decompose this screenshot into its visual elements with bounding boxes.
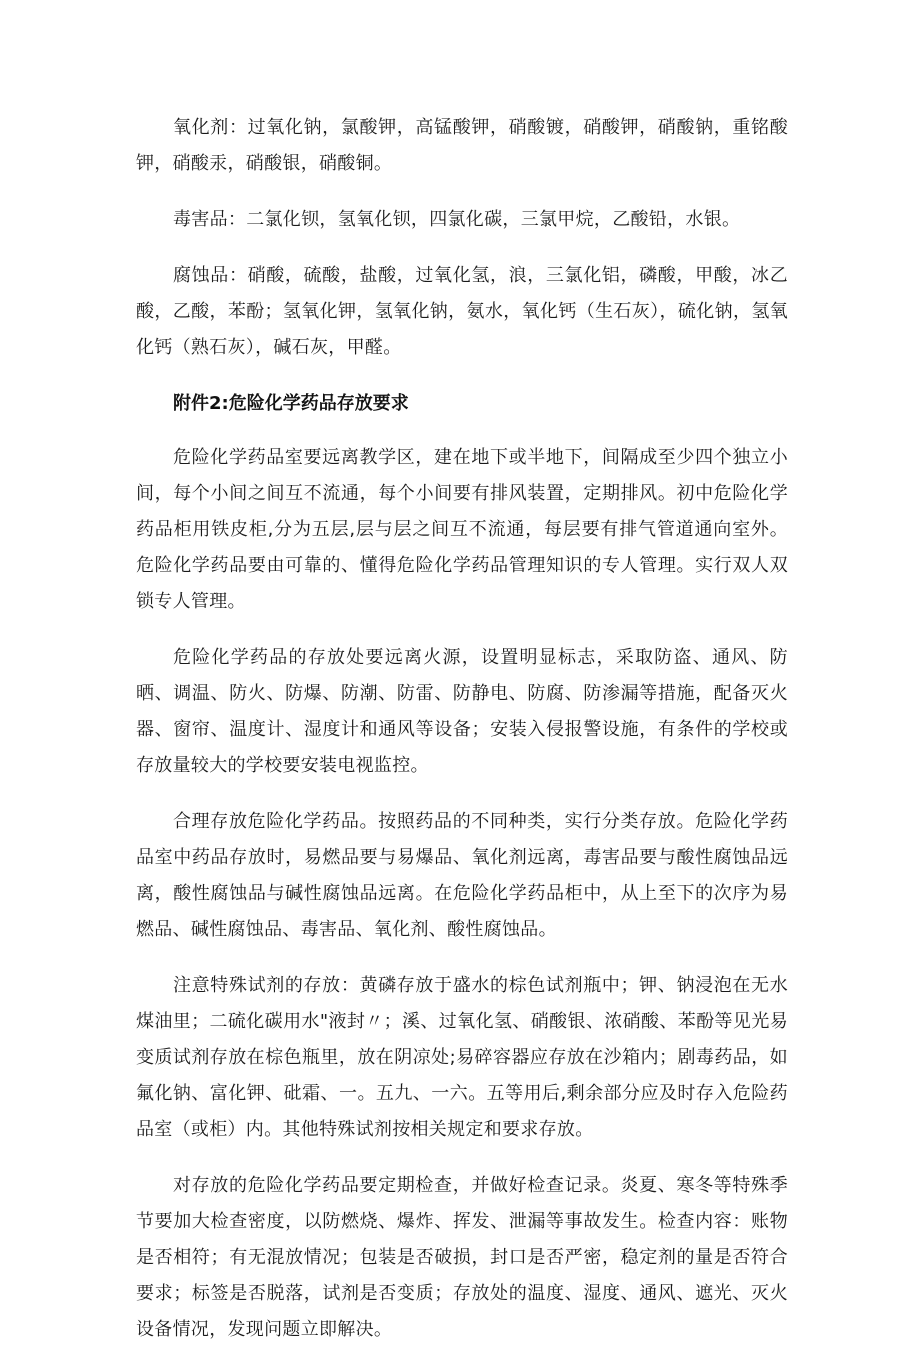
paragraph-corrosives: 腐蚀品：硝酸，硫酸，盐酸，过氧化氢，浪，三氯化铝，磷酸，甲酸，冰乙酸，乙酸，苯酚；氢氧化钾，氢氧化钠，氨水，氧化钙（生石灰），硫化钠，氢氧化钙（熟石灰），碱石灰，甲醛。 xyxy=(136,265,788,358)
document-body xyxy=(136,110,788,1368)
section-heading: 附件2:危险化学药品存放要求 xyxy=(173,393,409,414)
paragraph-inspection: 对存放的危险化学药品要定期检查，并做好检查记录。炎夏、寒冬等特殊季节要加大检查密度，以防燃烧、爆炸、挥发、泄漏等事故发生。检查内容：账物是否相符；有无混放情况；包装是否破损，封口是否严密，稳定剂的量是否符合要求；标签是否脱落，试剂是否变质；存放处的温度、湿度、通风、遮光、灭火设备情况，发现问题立即解决。 xyxy=(136,1175,788,1340)
paragraph-storage-room: 危险化学药品室要远离教学区，建在地下或半地下，间隔成至少四个独立小间，每个小间之间互不流通，每个小间要有排风装置，定期排风。初中危险化学药品柜用铁皮柜,分为五层,层与层之间互不流通，每层要有排气管道通向室外。危险化学药品要由可靠的、懂得危险化学药品管理知识的专人管理。实行双人双锁专人管理。 xyxy=(136,447,788,612)
paragraph-classified-storage: 合理存放危险化学药品。按照药品的不同种类，实行分类存放。危险化学药品室中药品存放时，易燃品要与易爆品、氧化剂远离，毒害品要与酸性腐蚀品远离，酸性腐蚀品与碱性腐蚀品远离。在危险化学药品柜中，从上至下的次序为易燃品、碱性腐蚀品、毒害品、氧化剂、酸性腐蚀品。 xyxy=(136,811,788,940)
paragraph-toxic-substances: 毒害品：二氯化钡，氢氧化钡，四氯化碳，三氯甲烷，乙酸铅，水银。 xyxy=(173,209,741,230)
paragraph-special-reagents: 注意特殊试剂的存放：黄磷存放于盛水的棕色试剂瓶中；钾、钠浸泡在无水煤油里；二硫化碳用水"液封〃；溪、过氧化氢、硝酸银、浓硝酸、苯酚等见光易变质试剂存放在棕色瓶里，放在阴凉处;易碎容器应存放在沙箱内；剧毒药品，如氟化钠、富化钾、砒霜、一。五九、一六。五等用后,剩余部分应及时存入危险药品室（或柜）内。其他特殊试剂按相关规定和要求存放。 xyxy=(136,975,788,1140)
paragraph-storage-safety: 危险化学药品的存放处要远离火源，设置明显标志，采取防盗、通风、防晒、调温、防火、防爆、防潮、防雷、防静电、防腐、防渗漏等措施，配备灭火器、窗帘、温度计、湿度计和通风等设备；安装入侵报警设施，有条件的学校或存放量较大的学校要安装电视监控。 xyxy=(136,647,788,776)
paragraph-oxidizers: 氧化剂：过氧化钠，氯酸钾，高锰酸钾，硝酸镀，硝酸钾，硝酸钠，重铭酸钾，硝酸汞，硝酸银，硝酸铜。 xyxy=(136,117,788,174)
